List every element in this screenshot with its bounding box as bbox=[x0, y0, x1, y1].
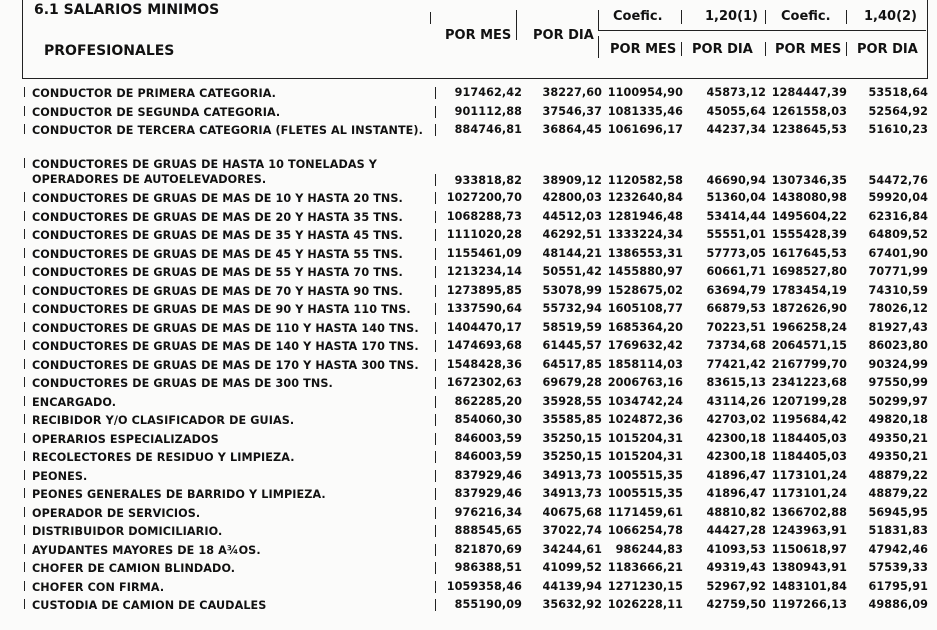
por-mes-cell: 933818,82 bbox=[454, 174, 522, 187]
coef1-por-mes-cell: 1034742,24 bbox=[607, 394, 683, 408]
coef2-por-mes-cell: 1966258,24 bbox=[771, 320, 847, 334]
coef2-por-dia-cell: 61795,91 bbox=[868, 579, 928, 593]
coef2-por-mes-cell: 1698527,80 bbox=[771, 265, 847, 278]
por-mes-cell: 901112,88 bbox=[454, 104, 522, 118]
row-margin-mark bbox=[24, 106, 25, 116]
row-margin-mark bbox=[24, 377, 25, 387]
por-mes-cell: 862285,20 bbox=[454, 394, 522, 408]
coef2-por-mes-cell: 1173101,24 bbox=[771, 468, 847, 482]
category-cell: CONDUCTORES DE GRUAS DE MAS DE 10 Y HASTA 20 TNS. bbox=[32, 192, 403, 205]
coef1-por-dia-header: POR DIA bbox=[692, 42, 753, 57]
separator-mark bbox=[846, 42, 847, 56]
coef1-por-dia-cell: 63694,79 bbox=[706, 283, 766, 297]
coef1-por-mes-cell: 1066254,78 bbox=[607, 524, 683, 537]
row-margin-mark bbox=[24, 507, 25, 517]
category-cell: CONDUCTORES DE GRUAS DE MAS DE 140 Y HASTA 170 TNS. bbox=[32, 340, 419, 353]
coef2-por-mes-cell: 2167799,70 bbox=[771, 357, 847, 371]
coef1-por-mes-cell: 1281946,48 bbox=[607, 209, 683, 223]
por-mes-cell: 986388,51 bbox=[454, 561, 522, 574]
coef2-por-mes-cell: 1150618,97 bbox=[771, 542, 847, 556]
column-separator-mark bbox=[435, 211, 436, 223]
category-cell: CHOFER DE CAMION BLINDADO. bbox=[32, 562, 236, 575]
column-separator-mark bbox=[435, 248, 436, 260]
coef2-por-dia-cell: 81927,43 bbox=[868, 320, 928, 334]
table-row bbox=[0, 226, 937, 245]
coef2-por-mes-cell: 1555428,39 bbox=[771, 228, 847, 241]
por-dia-cell: 37546,37 bbox=[542, 104, 602, 118]
por-dia-cell: 38909,12 bbox=[542, 174, 602, 187]
coef2-por-mes-cell: 1380943,91 bbox=[771, 561, 847, 574]
separator-mark bbox=[598, 36, 599, 58]
category-cell: CONDUCTORES DE GRUAS DE MAS DE 90 Y HASTA 110 TNS. bbox=[32, 303, 411, 316]
por-dia-cell: 34913,73 bbox=[542, 487, 602, 500]
table-row bbox=[0, 121, 937, 155]
category-cell: CONDUCTORES DE GRUAS DE MAS DE 70 Y HASTA 90 TNS. bbox=[32, 284, 403, 298]
coef1-por-mes-cell: 1005515,35 bbox=[607, 487, 683, 500]
coef1-por-mes-cell: 1769632,42 bbox=[607, 339, 683, 352]
coef1-por-dia-cell: 83615,13 bbox=[706, 376, 766, 389]
category-cell: RECIBIDOR Y/O CLASIFICADOR DE GUIAS. bbox=[32, 414, 295, 427]
column-separator-mark bbox=[435, 470, 436, 482]
table-row bbox=[0, 467, 937, 486]
coef2-por-dia-cell: 86023,80 bbox=[868, 339, 928, 352]
row-margin-mark bbox=[24, 229, 25, 239]
coef1-por-mes-cell: 1005515,35 bbox=[607, 468, 683, 482]
coef2-por-mes-cell: 1483101,84 bbox=[771, 579, 847, 593]
coef2-por-mes-cell: 1197266,13 bbox=[771, 598, 847, 611]
coef2-por-mes-cell: 1284447,39 bbox=[771, 86, 847, 99]
table-row bbox=[0, 208, 937, 227]
por-dia-cell: 69679,28 bbox=[542, 376, 602, 389]
column-separator-mark bbox=[435, 87, 436, 99]
row-margin-mark bbox=[24, 433, 25, 443]
coef1-por-dia-cell: 45873,12 bbox=[706, 86, 766, 99]
row-margin-mark bbox=[24, 266, 25, 276]
coef2-por-mes-cell: 2064571,15 bbox=[771, 339, 847, 352]
table-row bbox=[0, 337, 937, 356]
coef1-por-dia-cell: 53414,44 bbox=[706, 209, 766, 223]
coef2-por-mes-cell: 2341223,68 bbox=[771, 376, 847, 389]
coef1-por-dia-cell: 42759,50 bbox=[706, 598, 766, 611]
category-cell: CUSTODIA DE CAMION DE CAUDALES bbox=[32, 599, 267, 612]
table-row bbox=[0, 522, 937, 541]
por-dia-cell: 34244,61 bbox=[542, 542, 602, 556]
column-separator-mark bbox=[435, 124, 436, 136]
por-mes-cell: 846003,59 bbox=[454, 431, 522, 445]
table-row bbox=[0, 559, 937, 578]
column-separator-mark bbox=[435, 544, 436, 556]
row-margin-mark bbox=[24, 359, 25, 369]
por-dia-cell: 46292,51 bbox=[542, 228, 602, 241]
coef2-por-mes-cell: 1243963,91 bbox=[771, 524, 847, 537]
column-separator-mark bbox=[435, 581, 436, 593]
por-dia-cell: 35632,92 bbox=[542, 598, 602, 611]
coef1-por-dia-cell: 52967,92 bbox=[706, 579, 766, 593]
por-mes-cell: 1155461,09 bbox=[446, 246, 522, 260]
coef1-por-dia-cell: 77421,42 bbox=[706, 357, 766, 371]
coef2-por-dia-cell: 54472,76 bbox=[868, 174, 928, 187]
coef1-por-dia-cell: 44427,28 bbox=[706, 524, 766, 537]
column-separator-mark bbox=[435, 433, 436, 445]
category-cell: AYUDANTES MAYORES DE 18 A¾OS. bbox=[32, 543, 261, 557]
por-dia-cell: 44139,94 bbox=[542, 579, 602, 593]
coef2-por-mes-cell: 1261558,03 bbox=[771, 104, 847, 118]
coef1-por-mes-cell: 1455880,97 bbox=[607, 265, 683, 278]
por-dia-cell: 35250,15 bbox=[542, 431, 602, 445]
coef2-por-mes-cell: 1307346,35 bbox=[771, 174, 847, 187]
coef1-value: 1,20(1) bbox=[705, 9, 759, 24]
coef1-por-dia-cell: 41896,47 bbox=[706, 487, 766, 500]
category-cell: RECOLECTORES DE RESIDUO Y LIMPIEZA. bbox=[32, 451, 295, 464]
por-mes-cell: 1111020,28 bbox=[446, 228, 522, 241]
row-margin-mark bbox=[24, 158, 25, 168]
coef2-por-mes-cell: 1495604,22 bbox=[771, 209, 847, 223]
por-dia-cell: 58519,59 bbox=[542, 320, 602, 334]
coef1-por-mes-cell: 1271230,15 bbox=[607, 579, 683, 593]
por-dia-cell: 48144,21 bbox=[542, 246, 602, 260]
table-row bbox=[0, 411, 937, 430]
por-mes-cell: 1068288,73 bbox=[446, 209, 522, 223]
coef2-label: Coefic. bbox=[781, 9, 831, 24]
coef2-value: 1,40(2) bbox=[864, 9, 918, 24]
por-mes-cell: 1548428,36 bbox=[446, 357, 522, 371]
por-dia-cell: 35928,55 bbox=[542, 394, 602, 408]
row-margin-mark bbox=[24, 248, 25, 258]
por-dia-cell: 36864,45 bbox=[542, 123, 602, 136]
row-margin-mark bbox=[24, 525, 25, 535]
table-row bbox=[0, 485, 937, 504]
row-margin-mark bbox=[24, 396, 25, 406]
column-separator-mark bbox=[435, 377, 436, 389]
coef1-por-dia-cell: 66879,53 bbox=[706, 302, 766, 315]
coef2-por-dia-cell: 74310,59 bbox=[868, 283, 928, 297]
coef1-por-dia-cell: 42300,18 bbox=[706, 450, 766, 463]
table-row bbox=[0, 189, 937, 208]
category-cell: CONDUCTORES DE GRUAS DE MAS DE 110 Y HASTA 140 TNS. bbox=[32, 321, 419, 335]
category-column-header: PROFESIONALES bbox=[44, 43, 175, 59]
coef1-por-mes-cell: 1333224,34 bbox=[607, 228, 683, 241]
por-dia-cell: 37022,74 bbox=[542, 524, 602, 537]
coef2-por-dia-cell: 48879,22 bbox=[868, 487, 928, 500]
category-cell: CONDUCTORES DE GRUAS DE MAS DE 20 Y HASTA 35 TNS. bbox=[32, 210, 403, 224]
category-cell: CHOFER CON FIRMA. bbox=[32, 580, 165, 594]
category-cell: CONDUCTORES DE GRUAS DE MAS DE 300 TNS. bbox=[32, 377, 333, 390]
row-margin-mark bbox=[24, 124, 25, 134]
table-row bbox=[0, 393, 937, 412]
coef1-por-dia-cell: 48810,82 bbox=[706, 505, 766, 519]
coef2-por-mes-cell: 1366702,88 bbox=[771, 505, 847, 519]
coef2-por-dia-cell: 57539,33 bbox=[868, 561, 928, 574]
coef1-por-dia-cell: 42703,02 bbox=[706, 413, 766, 426]
coef2-por-mes-cell: 1173101,24 bbox=[771, 487, 847, 500]
row-margin-mark bbox=[24, 340, 25, 350]
por-mes-cell: 846003,59 bbox=[454, 450, 522, 463]
column-separator-mark bbox=[435, 174, 436, 186]
row-margin-mark bbox=[24, 322, 25, 332]
coef2-por-dia-cell: 56945,95 bbox=[868, 505, 928, 519]
por-dia-cell: 40675,68 bbox=[542, 505, 602, 519]
table-row bbox=[0, 245, 937, 264]
column-separator-mark bbox=[435, 285, 436, 297]
column-separator-mark bbox=[435, 303, 436, 315]
por-dia-cell: 34913,73 bbox=[542, 468, 602, 482]
coef1-por-mes-cell: 1528675,02 bbox=[607, 283, 683, 297]
column-separator-mark bbox=[435, 359, 436, 371]
coef1-por-mes-cell: 1120582,58 bbox=[607, 174, 683, 187]
column-separator-mark bbox=[435, 229, 436, 241]
column-separator-mark bbox=[435, 525, 436, 537]
coef2-por-dia-cell: 49350,21 bbox=[868, 431, 928, 445]
por-mes-cell: 855190,09 bbox=[454, 598, 522, 611]
separator-mark bbox=[765, 10, 766, 24]
table-row bbox=[0, 541, 937, 560]
separator-mark bbox=[681, 42, 682, 56]
column-separator-mark bbox=[435, 340, 436, 352]
coef2-por-dia-cell: 47942,46 bbox=[868, 542, 928, 556]
por-mes-cell: 1337590,64 bbox=[446, 302, 522, 315]
coef1-por-dia-cell: 49319,43 bbox=[706, 561, 766, 574]
por-dia-cell: 64517,85 bbox=[542, 357, 602, 371]
category-cell: CONDUCTORES DE GRUAS DE MAS DE 55 Y HASTA 70 TNS. bbox=[32, 266, 403, 279]
column-separator-mark bbox=[435, 488, 436, 500]
coef2-por-mes-cell: 1184405,03 bbox=[771, 450, 847, 463]
coef1-por-dia-cell: 41896,47 bbox=[706, 468, 766, 482]
column-separator-mark bbox=[435, 562, 436, 574]
coef1-por-dia-cell: 46690,94 bbox=[706, 174, 766, 187]
por-dia-cell: 35585,85 bbox=[542, 413, 602, 426]
por-dia-cell: 44512,03 bbox=[542, 209, 602, 223]
column-separator-mark bbox=[435, 414, 436, 426]
table-row bbox=[0, 155, 937, 189]
category-cell: DISTRIBUIDOR DOMICILIARIO. bbox=[32, 525, 223, 538]
separator-mark bbox=[681, 10, 682, 24]
coef1-por-dia-cell: 70223,51 bbox=[706, 320, 766, 334]
coef2-por-mes-cell: 1617645,53 bbox=[771, 246, 847, 260]
coef1-por-dia-cell: 45055,64 bbox=[706, 104, 766, 118]
coef2-por-dia-cell: 90324,99 bbox=[868, 357, 928, 371]
por-mes-cell: 837929,46 bbox=[454, 468, 522, 482]
category-cell: OPERARIOS ESPECIALIZADOS bbox=[32, 432, 219, 446]
column-separator-mark bbox=[435, 396, 436, 408]
coef2-por-dia-header: POR DIA bbox=[857, 42, 918, 57]
separator-mark bbox=[765, 42, 766, 56]
por-dia-cell: 35250,15 bbox=[542, 450, 602, 463]
por-mes-cell: 837929,46 bbox=[454, 487, 522, 500]
por-mes-header: POR MES bbox=[445, 28, 512, 43]
category-cell: CONDUCTOR DE SEGUNDA CATEGORIA. bbox=[32, 105, 281, 119]
coef1-por-dia-cell: 51360,04 bbox=[706, 191, 766, 204]
coef1-por-mes-cell: 986244,83 bbox=[615, 542, 683, 556]
row-margin-mark bbox=[24, 303, 25, 313]
row-margin-mark bbox=[24, 192, 25, 202]
coef-divider-line bbox=[598, 30, 926, 31]
por-mes-cell: 854060,30 bbox=[454, 413, 522, 426]
table-row bbox=[0, 319, 937, 338]
row-margin-mark bbox=[24, 451, 25, 461]
coef1-por-mes-cell: 1061696,17 bbox=[607, 123, 683, 136]
coef1-por-mes-cell: 1100954,90 bbox=[607, 86, 683, 99]
coef1-label: Coefic. bbox=[613, 9, 663, 24]
por-mes-cell: 821870,69 bbox=[454, 542, 522, 556]
coef1-por-dia-cell: 41093,53 bbox=[706, 542, 766, 556]
coef2-por-mes-cell: 1238645,53 bbox=[771, 123, 847, 136]
coef1-por-dia-cell: 55551,01 bbox=[706, 228, 766, 241]
table-row bbox=[0, 282, 937, 301]
coef2-por-dia-cell: 59920,04 bbox=[868, 191, 928, 204]
category-cell: CONDUCTORES DE GRUAS DE HASTA 10 TONELADAS Y OPERADORES DE AUTOELEVADORES. bbox=[32, 158, 377, 186]
coef1-por-mes-cell: 1026228,11 bbox=[607, 598, 683, 611]
separator-mark bbox=[516, 10, 517, 40]
table-row bbox=[0, 84, 937, 103]
coef2-por-dia-cell: 62316,84 bbox=[868, 209, 928, 223]
coef1-por-mes-cell: 1015204,31 bbox=[607, 431, 683, 445]
por-dia-cell: 55732,94 bbox=[542, 302, 602, 315]
por-mes-cell: 917462,42 bbox=[454, 86, 522, 99]
table-row bbox=[0, 263, 937, 282]
coef2-por-mes-cell: 1184405,03 bbox=[771, 431, 847, 445]
coef2-por-mes-cell: 1195684,42 bbox=[771, 413, 847, 426]
category-cell: CONDUCTOR DE PRIMERA CATEGORIA. bbox=[32, 87, 277, 100]
coef2-por-mes-cell: 1872626,90 bbox=[771, 302, 847, 315]
coef1-por-mes-cell: 1081335,46 bbox=[607, 104, 683, 118]
coef2-por-dia-cell: 97550,99 bbox=[868, 376, 928, 389]
por-mes-cell: 1273895,85 bbox=[446, 283, 522, 297]
coef1-por-mes-cell: 1685364,20 bbox=[607, 320, 683, 334]
coef2-por-dia-cell: 48879,22 bbox=[868, 468, 928, 482]
column-separator-mark bbox=[435, 106, 436, 118]
coef2-por-mes-cell: 1207199,28 bbox=[771, 394, 847, 408]
row-margin-mark bbox=[24, 285, 25, 295]
category-cell: PEONES GENERALES DE BARRIDO Y LIMPIEZA. bbox=[32, 488, 326, 501]
column-separator-mark bbox=[435, 599, 436, 611]
table-row bbox=[0, 578, 937, 597]
column-separator-mark bbox=[435, 507, 436, 519]
por-dia-cell: 61445,57 bbox=[542, 339, 602, 352]
coef1-por-mes-cell: 1858114,03 bbox=[607, 357, 683, 371]
category-cell: PEONES. bbox=[32, 469, 88, 483]
table-title: 6.1 SALARIOS MINIMOS bbox=[34, 2, 220, 18]
coef1-por-mes-cell: 1183666,21 bbox=[607, 561, 683, 574]
row-margin-mark bbox=[24, 544, 25, 554]
coef2-por-dia-cell: 49820,18 bbox=[868, 413, 928, 426]
separator-mark bbox=[430, 12, 431, 24]
separator-mark bbox=[598, 10, 599, 30]
table-row bbox=[0, 596, 937, 615]
coef1-por-mes-cell: 1015204,31 bbox=[607, 450, 683, 463]
column-separator-mark bbox=[435, 451, 436, 463]
por-dia-header: POR DIA bbox=[533, 28, 594, 43]
table-row bbox=[0, 356, 937, 375]
column-separator-mark bbox=[435, 322, 436, 334]
coef1-por-mes-cell: 1232640,84 bbox=[607, 191, 683, 204]
coef2-por-mes-header: POR MES bbox=[775, 42, 842, 57]
coef2-por-dia-cell: 51610,23 bbox=[868, 123, 928, 136]
por-mes-cell: 1672302,63 bbox=[446, 376, 522, 389]
coef2-por-dia-cell: 78026,12 bbox=[868, 302, 928, 315]
table-row bbox=[0, 103, 937, 122]
category-cell: CONDUCTORES DE GRUAS DE MAS DE 35 Y HASTA 45 TNS. bbox=[32, 229, 403, 242]
coef1-por-mes-cell: 1171459,61 bbox=[607, 505, 683, 519]
row-margin-mark bbox=[24, 562, 25, 572]
category-cell: CONDUCTOR DE TERCERA CATEGORIA (FLETES AL INSTANTE). bbox=[32, 124, 423, 137]
coef1-por-dia-cell: 57773,05 bbox=[706, 246, 766, 260]
row-margin-mark bbox=[24, 87, 25, 97]
por-mes-cell: 1213234,14 bbox=[446, 265, 522, 278]
por-dia-cell: 50551,42 bbox=[542, 265, 602, 278]
coef2-por-dia-cell: 49886,09 bbox=[868, 598, 928, 611]
por-dia-cell: 38227,60 bbox=[542, 86, 602, 99]
table-row bbox=[0, 448, 937, 467]
por-mes-cell: 884746,81 bbox=[454, 123, 522, 136]
por-mes-cell: 888545,65 bbox=[454, 524, 522, 537]
por-dia-cell: 42800,03 bbox=[542, 191, 602, 204]
coef2-por-dia-cell: 49350,21 bbox=[868, 450, 928, 463]
category-cell: CONDUCTORES DE GRUAS DE MAS DE 170 Y HASTA 300 TNS. bbox=[32, 358, 419, 372]
row-margin-mark bbox=[24, 211, 25, 221]
category-cell: ENCARGADO. bbox=[32, 395, 117, 409]
column-separator-mark bbox=[435, 192, 436, 204]
coef1-por-dia-cell: 42300,18 bbox=[706, 431, 766, 445]
row-margin-mark bbox=[24, 414, 25, 424]
por-mes-cell: 1474693,68 bbox=[446, 339, 522, 352]
por-mes-cell: 1404470,17 bbox=[446, 320, 522, 334]
coef1-por-mes-cell: 2006763,16 bbox=[607, 376, 683, 389]
table-row bbox=[0, 504, 937, 523]
coef1-por-dia-cell: 60661,71 bbox=[706, 265, 766, 278]
coef2-por-dia-cell: 52564,92 bbox=[868, 104, 928, 118]
por-mes-cell: 976216,34 bbox=[454, 505, 522, 519]
table-row bbox=[0, 430, 937, 449]
por-mes-cell: 1059358,46 bbox=[446, 579, 522, 593]
coef1-por-dia-cell: 43114,26 bbox=[706, 394, 766, 408]
column-separator-mark bbox=[435, 266, 436, 278]
salary-table-body bbox=[0, 84, 937, 615]
coef2-por-mes-cell: 1438080,98 bbox=[771, 191, 847, 204]
coef2-por-dia-cell: 64809,52 bbox=[868, 228, 928, 241]
row-margin-mark bbox=[24, 599, 25, 609]
coef1-por-dia-cell: 73734,68 bbox=[706, 339, 766, 352]
coef2-por-mes-cell: 1783454,19 bbox=[771, 283, 847, 297]
coef2-por-dia-cell: 67401,90 bbox=[868, 246, 928, 260]
category-cell: CONDUCTORES DE GRUAS DE MAS DE 45 Y HASTA 55 TNS. bbox=[32, 247, 403, 261]
table-row bbox=[0, 300, 937, 319]
por-mes-cell: 1027200,70 bbox=[446, 191, 522, 204]
coef1-por-dia-cell: 44237,34 bbox=[706, 123, 766, 136]
coef2-por-dia-cell: 70771,99 bbox=[868, 265, 928, 278]
coef1-por-mes-header: POR MES bbox=[610, 42, 677, 57]
coef2-por-dia-cell: 50299,97 bbox=[868, 394, 928, 408]
por-dia-cell: 41099,52 bbox=[542, 561, 602, 574]
row-margin-mark bbox=[24, 488, 25, 498]
separator-mark bbox=[846, 10, 847, 24]
row-margin-mark bbox=[24, 581, 25, 591]
table-row bbox=[0, 374, 937, 393]
coef2-por-dia-cell: 51831,83 bbox=[868, 524, 928, 537]
row-margin-mark bbox=[24, 470, 25, 480]
category-cell: OPERADOR DE SERVICIOS. bbox=[32, 506, 201, 520]
coef1-por-mes-cell: 1386553,31 bbox=[607, 246, 683, 260]
por-dia-cell: 53078,99 bbox=[542, 283, 602, 297]
coef2-por-dia-cell: 53518,64 bbox=[868, 86, 928, 99]
coef1-por-mes-cell: 1605108,77 bbox=[607, 302, 683, 315]
coef1-por-mes-cell: 1024872,36 bbox=[607, 413, 683, 426]
